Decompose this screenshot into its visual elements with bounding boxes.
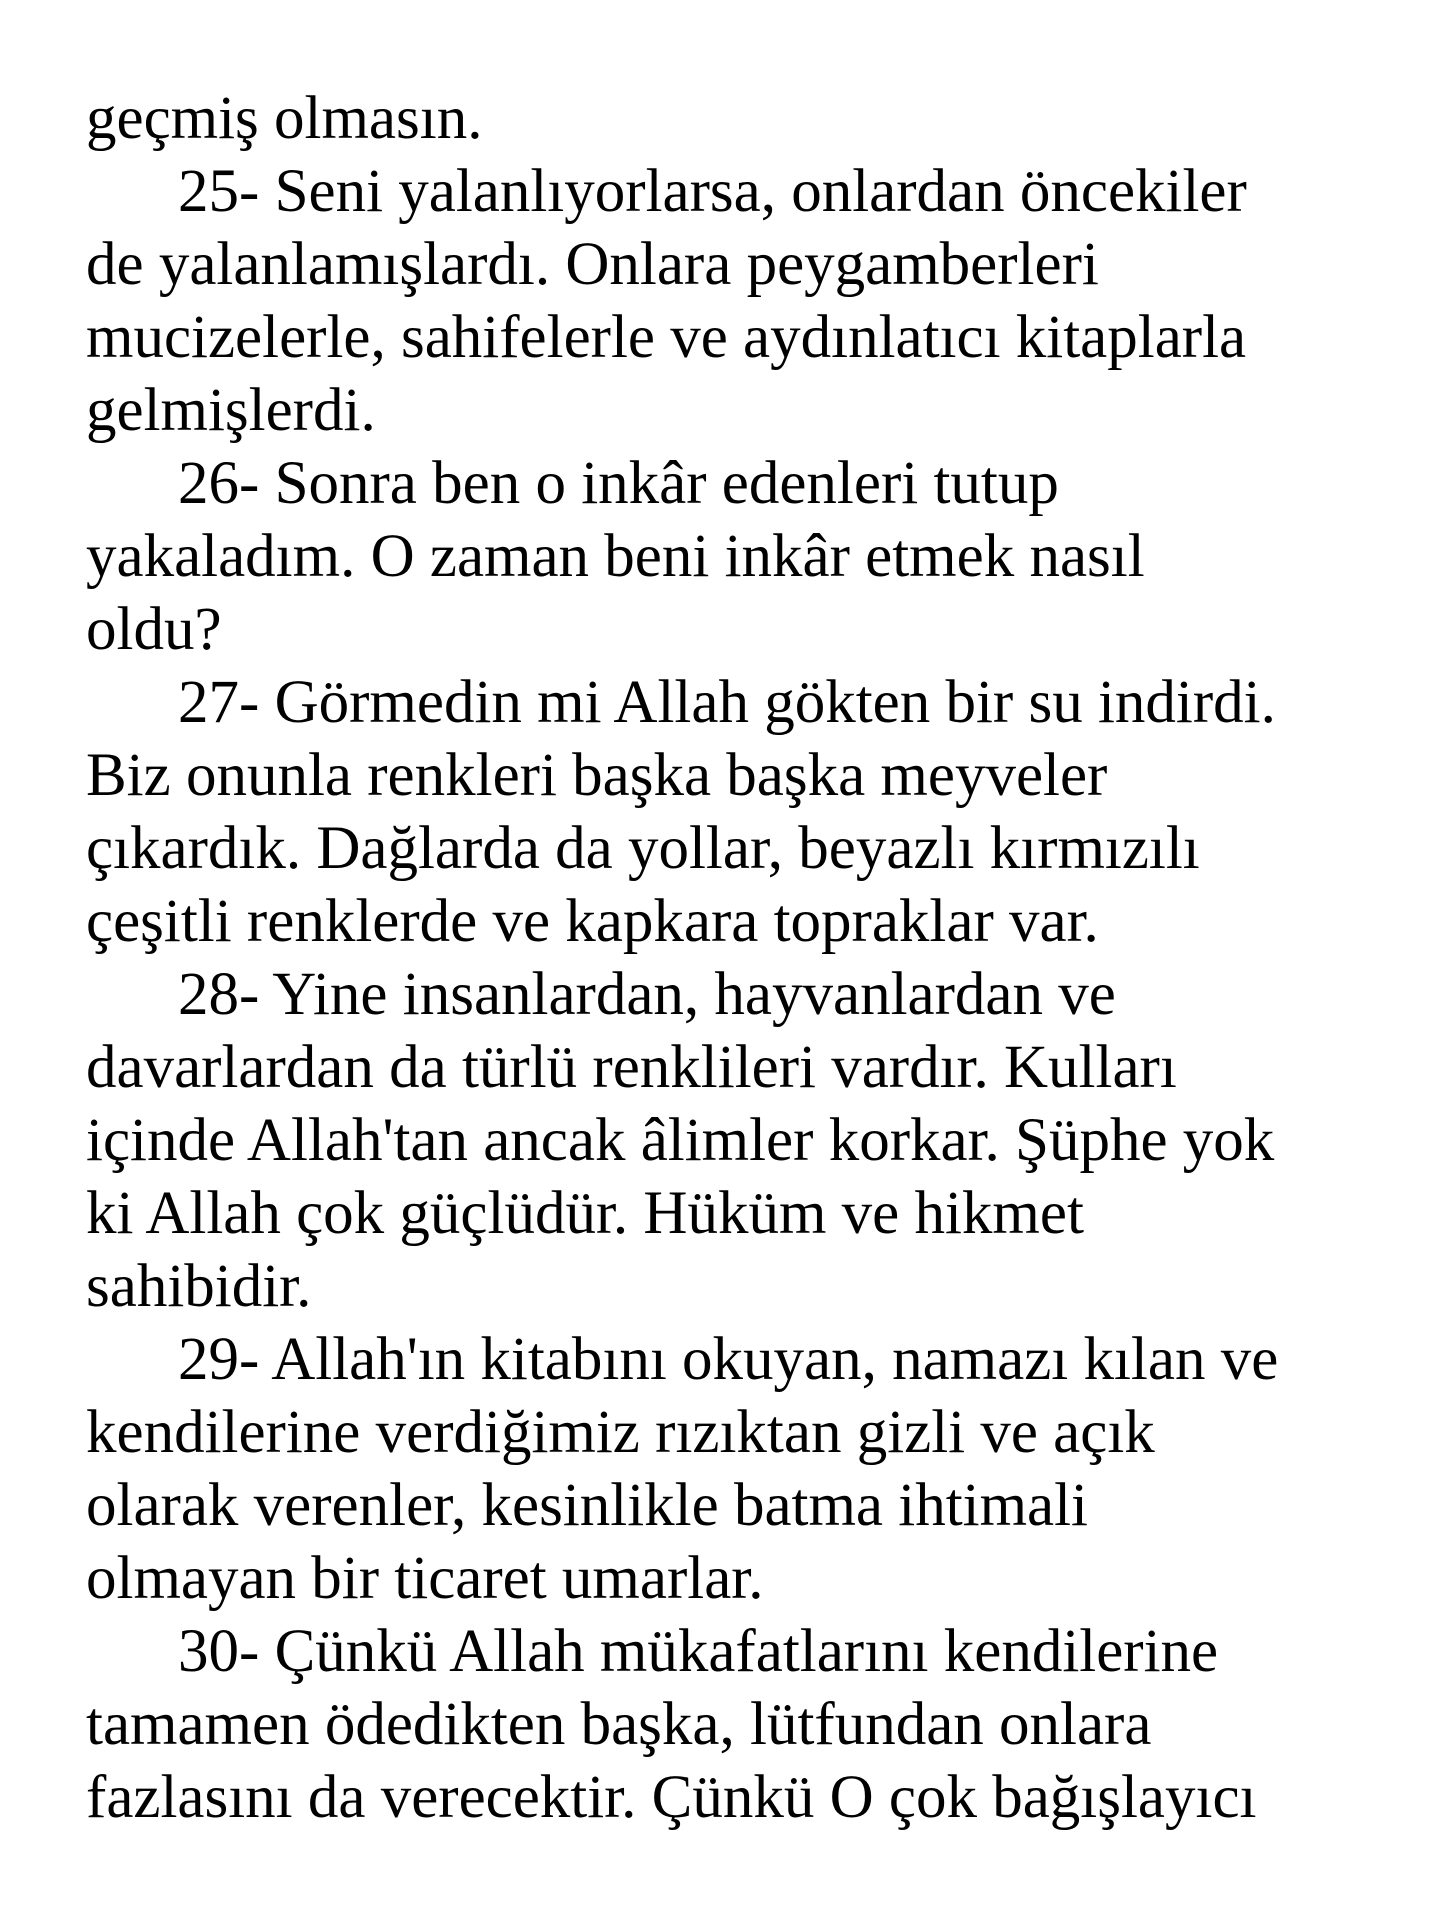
- text-line: geçmiş olmasın.: [86, 85, 483, 152]
- text-line: de yalanlamışlardı. Onlara peygamberleri: [86, 231, 1099, 298]
- text-line: 25- Seni yalanlıyorlarsa, onlardan öncekiler: [178, 158, 1247, 225]
- text-line: oldu?: [86, 596, 222, 663]
- text-line: davarlardan da türlü renklileri vardır. Kulları: [86, 1034, 1177, 1101]
- text-line: çıkardık. Dağlarda da yollar, beyazlı kırmızılı: [86, 815, 1200, 882]
- text-line: 28- Yine insanlardan, hayvanlardan ve: [178, 961, 1116, 1028]
- text-line: olarak verenler, kesinlikle batma ihtimali: [86, 1472, 1089, 1539]
- body-text: [86, 82, 1406, 1834]
- text-line: Biz onunla renkleri başka başka meyveler: [86, 742, 1108, 809]
- text-line: ki Allah çok güçlüdür. Hüküm ve hikmet: [86, 1180, 1084, 1247]
- text-line: gelmişlerdi.: [86, 377, 376, 444]
- text-line: yakaladım. O zaman beni inkâr etmek nasıl: [86, 523, 1145, 590]
- text-line: 26- Sonra ben o inkâr edenleri tutup: [178, 450, 1059, 517]
- text-line: çeşitli renklerde ve kapkara topraklar var.: [86, 888, 1099, 955]
- text-line: kendilerine verdiğimiz rızıktan gizli ve açık: [86, 1399, 1155, 1466]
- text-line: 30- Çünkü Allah mükafatlarını kendilerine: [178, 1618, 1219, 1685]
- text-line: tamamen ödedikten başka, lütfundan onlara: [86, 1691, 1152, 1758]
- text-line: mucizelerle, sahifelerle ve aydınlatıcı kitaplarla: [86, 304, 1247, 371]
- text-line: 29- Allah'ın kitabını okuyan, namazı kılan ve: [178, 1326, 1279, 1393]
- text-line: sahibidir.: [86, 1253, 312, 1320]
- text-line: 27- Görmedin mi Allah gökten bir su indirdi.: [178, 669, 1276, 736]
- text-line: içinde Allah'tan ancak âlimler korkar. Şüphe yok: [86, 1107, 1275, 1174]
- text-line: fazlasını da verecektir. Çünkü O çok bağışlayıcı: [86, 1764, 1257, 1831]
- text-line: olmayan bir ticaret umarlar.: [86, 1545, 764, 1612]
